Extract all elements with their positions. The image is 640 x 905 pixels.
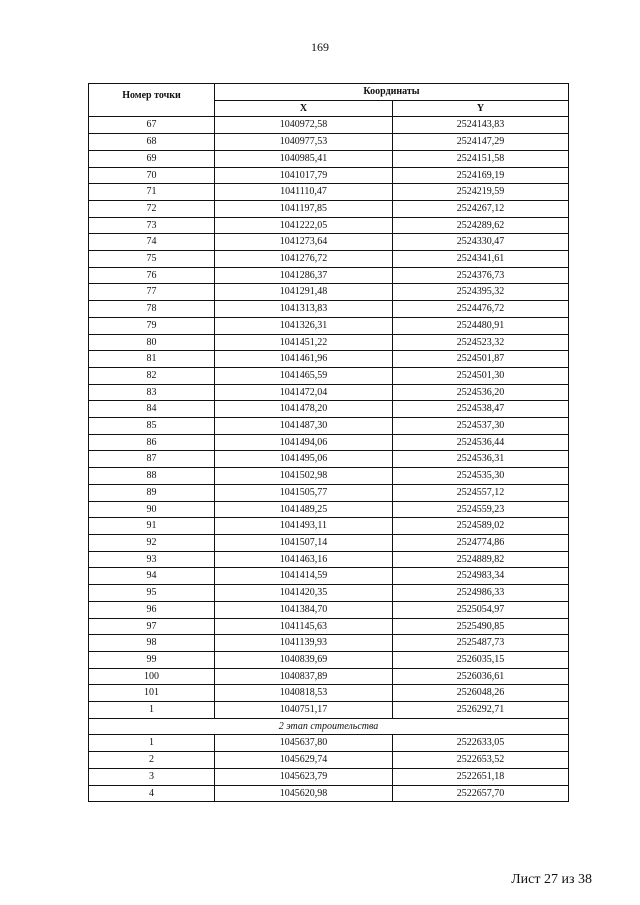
point-cell: 84 [89, 401, 215, 418]
point-cell: 72 [89, 200, 215, 217]
table-row [89, 585, 569, 602]
sheet-label: Лист 27 из 38 [511, 872, 592, 887]
point-cell: 98 [89, 635, 215, 652]
table-row [89, 752, 569, 769]
y-cell: 2524395,32 [393, 284, 569, 301]
y-cell: 2524289,62 [393, 217, 569, 234]
point-cell: 78 [89, 301, 215, 318]
y-cell: 2524557,12 [393, 484, 569, 501]
table-row [89, 351, 569, 368]
point-cell: 69 [89, 150, 215, 167]
point-cell: 79 [89, 317, 215, 334]
x-cell: 1041465,59 [215, 367, 393, 384]
y-cell: 2524559,23 [393, 501, 569, 518]
x-cell: 1041461,96 [215, 351, 393, 368]
y-cell: 2524889,82 [393, 551, 569, 568]
x-cell: 1041463,16 [215, 551, 393, 568]
page-number: 169 [311, 40, 329, 54]
y-cell: 2522653,52 [393, 752, 569, 769]
point-cell: 76 [89, 267, 215, 284]
y-cell: 2524330,47 [393, 234, 569, 251]
point-cell: 97 [89, 618, 215, 635]
x-cell: 1041495,06 [215, 451, 393, 468]
y-cell: 2522651,18 [393, 768, 569, 785]
x-cell: 1041420,35 [215, 585, 393, 602]
table-row [89, 434, 569, 451]
y-cell: 2524501,87 [393, 351, 569, 368]
y-cell: 2525487,73 [393, 635, 569, 652]
x-cell: 1041017,79 [215, 167, 393, 184]
point-cell: 93 [89, 551, 215, 568]
table-row [89, 518, 569, 535]
point-cell: 81 [89, 351, 215, 368]
y-cell: 2526292,71 [393, 702, 569, 719]
point-cell: 96 [89, 601, 215, 618]
table-row [89, 501, 569, 518]
point-cell: 86 [89, 434, 215, 451]
table-row [89, 551, 569, 568]
x-cell: 1041451,22 [215, 334, 393, 351]
y-cell: 2524538,47 [393, 401, 569, 418]
y-cell: 2524376,73 [393, 267, 569, 284]
x-cell: 1040972,58 [215, 117, 393, 134]
y-cell: 2524983,34 [393, 568, 569, 585]
y-cell: 2524341,61 [393, 251, 569, 268]
point-cell: 73 [89, 217, 215, 234]
table-row [89, 468, 569, 485]
table-row [89, 200, 569, 217]
point-cell: 100 [89, 668, 215, 685]
table-row [89, 651, 569, 668]
x-cell: 1041487,30 [215, 418, 393, 435]
y-cell: 2524536,31 [393, 451, 569, 468]
x-cell: 1041326,31 [215, 317, 393, 334]
table-row [89, 150, 569, 167]
table-row [89, 484, 569, 501]
x-cell: 1040751,17 [215, 702, 393, 719]
point-cell: 1 [89, 735, 215, 752]
table-row [89, 251, 569, 268]
table-row [89, 317, 569, 334]
header-coordinates: Координаты [215, 84, 569, 101]
y-cell: 2524219,59 [393, 184, 569, 201]
table-row [89, 685, 569, 702]
point-cell: 89 [89, 484, 215, 501]
y-cell: 2524986,33 [393, 585, 569, 602]
y-cell: 2522657,70 [393, 785, 569, 802]
header-y: Y [393, 100, 569, 117]
y-cell: 2526048,26 [393, 685, 569, 702]
stage-row [89, 718, 569, 735]
point-cell: 101 [89, 685, 215, 702]
header-point-number: Номер точки [89, 84, 215, 117]
point-cell: 87 [89, 451, 215, 468]
point-cell: 2 [89, 752, 215, 769]
table-row [89, 184, 569, 201]
y-cell: 2524143,83 [393, 117, 569, 134]
y-cell: 2524267,12 [393, 200, 569, 217]
y-cell: 2524147,29 [393, 134, 569, 151]
x-cell: 1045637,80 [215, 735, 393, 752]
table-row [89, 334, 569, 351]
x-cell: 1041472,04 [215, 384, 393, 401]
point-cell: 71 [89, 184, 215, 201]
table-row [89, 768, 569, 785]
x-cell: 1041414,59 [215, 568, 393, 585]
x-cell: 1041494,06 [215, 434, 393, 451]
y-cell: 2524537,30 [393, 418, 569, 435]
table-row [89, 167, 569, 184]
point-cell: 99 [89, 651, 215, 668]
point-cell: 82 [89, 367, 215, 384]
point-cell: 92 [89, 534, 215, 551]
x-cell: 1040839,69 [215, 651, 393, 668]
table-row [89, 117, 569, 134]
table-row [89, 785, 569, 802]
table-row [89, 284, 569, 301]
x-cell: 1041505,77 [215, 484, 393, 501]
x-cell: 1041384,70 [215, 601, 393, 618]
table-row [89, 267, 569, 284]
y-cell: 2524523,32 [393, 334, 569, 351]
point-cell: 4 [89, 785, 215, 802]
y-cell: 2524501,30 [393, 367, 569, 384]
table-row [89, 668, 569, 685]
stage-label: 2 этап строительства [89, 718, 569, 735]
table-row [89, 367, 569, 384]
table-row [89, 735, 569, 752]
table-row [89, 301, 569, 318]
table-row [89, 384, 569, 401]
y-cell: 2526036,61 [393, 668, 569, 685]
y-cell: 2525054,97 [393, 601, 569, 618]
x-cell: 1041478,20 [215, 401, 393, 418]
y-cell: 2524151,58 [393, 150, 569, 167]
point-cell: 70 [89, 167, 215, 184]
y-cell: 2525490,85 [393, 618, 569, 635]
point-cell: 95 [89, 585, 215, 602]
table-row [89, 217, 569, 234]
point-cell: 67 [89, 117, 215, 134]
point-cell: 91 [89, 518, 215, 535]
table-body [89, 117, 569, 802]
x-cell: 1041273,64 [215, 234, 393, 251]
x-cell: 1041489,25 [215, 501, 393, 518]
point-cell: 74 [89, 234, 215, 251]
table-row [89, 418, 569, 435]
y-cell: 2524476,72 [393, 301, 569, 318]
x-cell: 1041276,72 [215, 251, 393, 268]
y-cell: 2524536,20 [393, 384, 569, 401]
x-cell: 1041222,05 [215, 217, 393, 234]
point-cell: 1 [89, 702, 215, 719]
y-cell: 2524535,30 [393, 468, 569, 485]
point-cell: 77 [89, 284, 215, 301]
x-cell: 1045623,79 [215, 768, 393, 785]
table-row [89, 618, 569, 635]
x-cell: 1040977,53 [215, 134, 393, 151]
header-x: X [215, 100, 393, 117]
point-cell: 85 [89, 418, 215, 435]
table-row [89, 134, 569, 151]
x-cell: 1045629,74 [215, 752, 393, 769]
table-row [89, 601, 569, 618]
point-cell: 3 [89, 768, 215, 785]
point-cell: 83 [89, 384, 215, 401]
x-cell: 1041313,83 [215, 301, 393, 318]
y-cell: 2524169,19 [393, 167, 569, 184]
table-row [89, 451, 569, 468]
x-cell: 1041493,11 [215, 518, 393, 535]
x-cell: 1041507,14 [215, 534, 393, 551]
table-row [89, 702, 569, 719]
x-cell: 1041145,63 [215, 618, 393, 635]
point-cell: 90 [89, 501, 215, 518]
x-cell: 1041139,93 [215, 635, 393, 652]
table-row [89, 534, 569, 551]
point-cell: 68 [89, 134, 215, 151]
x-cell: 1041197,85 [215, 200, 393, 217]
x-cell: 1041502,98 [215, 468, 393, 485]
y-cell: 2524480,91 [393, 317, 569, 334]
x-cell: 1040837,89 [215, 668, 393, 685]
y-cell: 2522633,05 [393, 735, 569, 752]
table-row [89, 401, 569, 418]
y-cell: 2524536,44 [393, 434, 569, 451]
x-cell: 1045620,98 [215, 785, 393, 802]
point-cell: 94 [89, 568, 215, 585]
point-cell: 88 [89, 468, 215, 485]
x-cell: 1041291,48 [215, 284, 393, 301]
x-cell: 1040985,41 [215, 150, 393, 167]
point-cell: 75 [89, 251, 215, 268]
y-cell: 2526035,15 [393, 651, 569, 668]
x-cell: 1040818,53 [215, 685, 393, 702]
y-cell: 2524774,86 [393, 534, 569, 551]
coordinates-table [88, 83, 569, 802]
y-cell: 2524589,02 [393, 518, 569, 535]
point-cell: 80 [89, 334, 215, 351]
x-cell: 1041286,37 [215, 267, 393, 284]
table-row [89, 234, 569, 251]
x-cell: 1041110,47 [215, 184, 393, 201]
table-row [89, 568, 569, 585]
table-row [89, 635, 569, 652]
